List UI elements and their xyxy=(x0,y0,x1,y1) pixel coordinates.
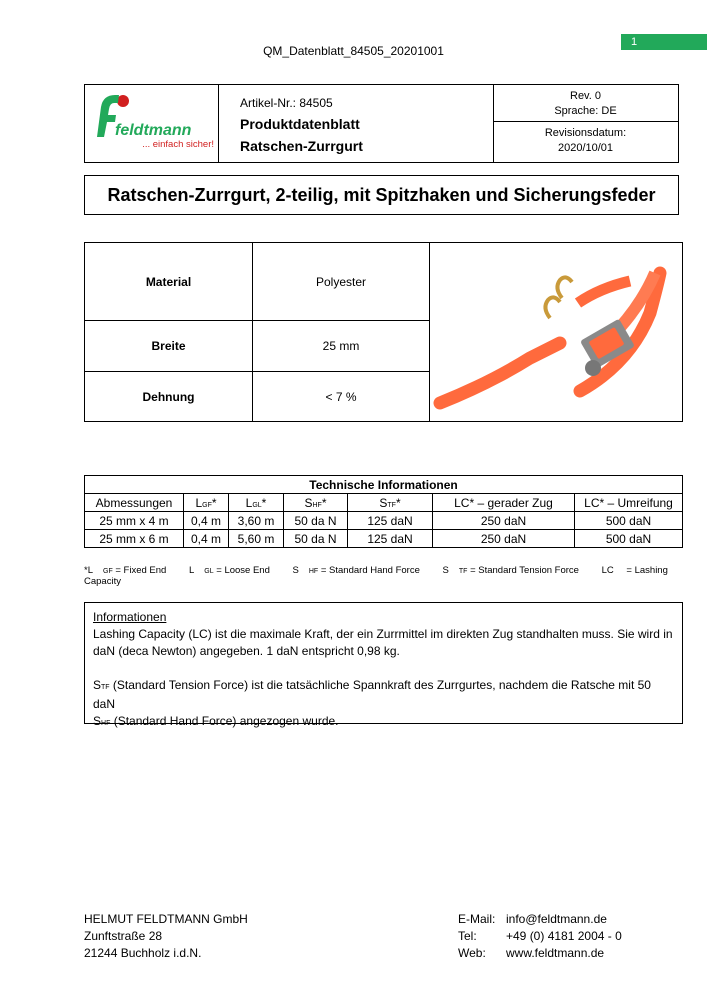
information-box xyxy=(84,602,683,728)
header-lgl xyxy=(229,494,284,512)
cell: 0,4 m xyxy=(184,512,229,530)
header-suffix: * xyxy=(261,495,267,510)
header-lc-straight: LC* – gerader Zug xyxy=(433,494,575,512)
cell: 125 daN xyxy=(348,530,433,548)
city: 21244 Buchholz i.d.N. xyxy=(84,946,202,960)
legend-text: = Lashing Capacity xyxy=(84,565,668,587)
technical-info-table xyxy=(84,475,683,548)
footer-contact xyxy=(458,911,622,962)
web-label: Web: xyxy=(458,946,486,960)
property-value: Polyester xyxy=(253,243,430,320)
document-type: Produktdatenblatt xyxy=(240,116,360,132)
revision: Rev. 0 xyxy=(570,90,601,102)
header-sub: HF xyxy=(312,501,322,509)
property-label: Breite xyxy=(85,321,253,371)
info-text: (Standard Tension Force) ist die tatsächliche Spannkraft des Zurrgurtes, nachdem die Ratsche mit 50 daN xyxy=(93,678,651,711)
property-row-elongation xyxy=(85,372,430,421)
revision-date-block xyxy=(493,122,678,162)
email-link[interactable]: info@feldtmann.de xyxy=(506,912,607,926)
header-sub: GF xyxy=(202,501,212,509)
revision-date-label: Revisionsdatum: xyxy=(544,127,627,139)
table-row xyxy=(85,512,683,530)
legend-main: S xyxy=(292,565,299,576)
abbreviation-legend xyxy=(84,565,707,587)
property-label: Material xyxy=(85,243,253,320)
header-suffix: * xyxy=(211,495,217,510)
table-caption: Technische Informationen xyxy=(85,476,683,494)
footer-address xyxy=(84,911,248,962)
legend-star: * xyxy=(84,565,88,576)
legend-item xyxy=(293,565,430,576)
properties-table xyxy=(84,242,683,422)
cell: 125 daN xyxy=(348,512,433,530)
legend-item xyxy=(88,565,177,576)
web-link[interactable]: www.feldtmann.de xyxy=(506,946,605,960)
cell: 250 daN xyxy=(433,530,575,548)
tel-value: +49 (0) 4181 2004 - 0 xyxy=(506,929,622,943)
legend-sub: GL xyxy=(204,568,214,575)
info-text: (Standard Hand Force) angezogen wurde. xyxy=(110,714,339,728)
cell: 3,60 m xyxy=(229,512,284,530)
table-header-row xyxy=(85,494,683,512)
logo-tagline: ... einfach sicher! xyxy=(142,139,214,150)
revision-language-block xyxy=(493,85,678,122)
header-info-cell xyxy=(218,85,494,162)
logo-cell xyxy=(85,85,219,162)
legend-item xyxy=(443,565,589,576)
header-lgf xyxy=(184,494,229,512)
cell: 50 da N xyxy=(284,530,348,548)
property-value: < 7 % xyxy=(253,372,430,421)
legend-main: L xyxy=(87,565,93,576)
info-paragraph-shf xyxy=(93,713,674,732)
table-caption-row xyxy=(85,476,683,494)
header-box xyxy=(84,84,679,163)
legend-sub: HF xyxy=(308,568,319,575)
info-paragraph-lc: Lashing Capacity (LC) ist die maximale Kraft, der ein Zurrmittel im direkten Zug standhalten muss. Sie wird in daN (deca Newton) angegeben. 1 daN entspricht 0,98 kg. xyxy=(93,627,673,658)
article-number: Artikel-Nr.: 84505 xyxy=(240,96,333,110)
property-row-material xyxy=(85,243,430,321)
legend-text: = Standard Hand Force xyxy=(318,565,420,576)
header-suffix: * xyxy=(395,495,401,510)
cell: 0,4 m xyxy=(184,530,229,548)
street: Zunftstraße 28 xyxy=(84,929,163,943)
cell: 5,60 m xyxy=(229,530,284,548)
header-suffix: * xyxy=(321,495,327,510)
header-sub: TF xyxy=(387,501,396,509)
revision-cell xyxy=(493,85,678,162)
header-main: L xyxy=(195,495,203,510)
property-row-width xyxy=(85,321,430,372)
legend-text: = Loose End xyxy=(213,565,270,576)
legend-item xyxy=(189,565,280,576)
cell: 500 daN xyxy=(575,512,683,530)
language: Sprache: DE xyxy=(554,105,617,117)
header-main: L xyxy=(245,495,253,510)
info-title: Informationen xyxy=(93,610,167,624)
revision-date: 2020/10/01 xyxy=(557,142,614,154)
cell: 500 daN xyxy=(575,530,683,548)
cell: 25 mm x 4 m xyxy=(85,512,184,530)
info-sub: HF xyxy=(101,720,111,727)
company-name: HELMUT FELDTMANN GmbH xyxy=(84,912,248,926)
legend-text: = Fixed End xyxy=(112,565,167,576)
property-label: Dehnung xyxy=(85,372,253,421)
document-id: QM_Datenblatt_84505_20201001 xyxy=(263,44,444,58)
email-label: E-Mail: xyxy=(458,912,496,926)
header-main: S xyxy=(379,495,388,510)
product-title: Ratschen-Zurrgurt, 2-teilig, mit Spitzhaken und Sicherungsfeder xyxy=(84,175,679,215)
feldtmann-logo-icon xyxy=(85,85,218,162)
info-main: S xyxy=(93,678,102,692)
info-sub: TF xyxy=(101,684,110,691)
legend-sub: TF xyxy=(458,568,468,575)
legend-main: LC xyxy=(601,565,614,576)
cell: 50 da N xyxy=(284,512,348,530)
table-row xyxy=(85,530,683,548)
property-value: 25 mm xyxy=(253,321,430,371)
legend-main: L xyxy=(188,565,195,576)
header-stf xyxy=(348,494,433,512)
ratchet-strap-image xyxy=(430,243,682,421)
header-main: S xyxy=(304,495,313,510)
header-sub: GL xyxy=(252,501,262,509)
header-dimensions: Abmessungen xyxy=(85,494,184,512)
cell: 250 daN xyxy=(433,512,575,530)
header-lc-wrap: LC* – Umreifung xyxy=(575,494,683,512)
tel-label: Tel: xyxy=(458,929,477,943)
info-paragraph-stf xyxy=(93,677,674,713)
page-number: 1 xyxy=(621,34,707,50)
logo-brand-text: feldtmann xyxy=(115,122,192,139)
cell: 25 mm x 6 m xyxy=(85,530,184,548)
info-main: S xyxy=(93,714,102,728)
product-name: Ratschen-Zurrgurt xyxy=(240,138,363,154)
header-shf xyxy=(284,494,348,512)
legend-text: = Standard Tension Force xyxy=(467,565,579,576)
legend-main: S xyxy=(442,565,449,576)
legend-sub: GF xyxy=(103,568,113,575)
